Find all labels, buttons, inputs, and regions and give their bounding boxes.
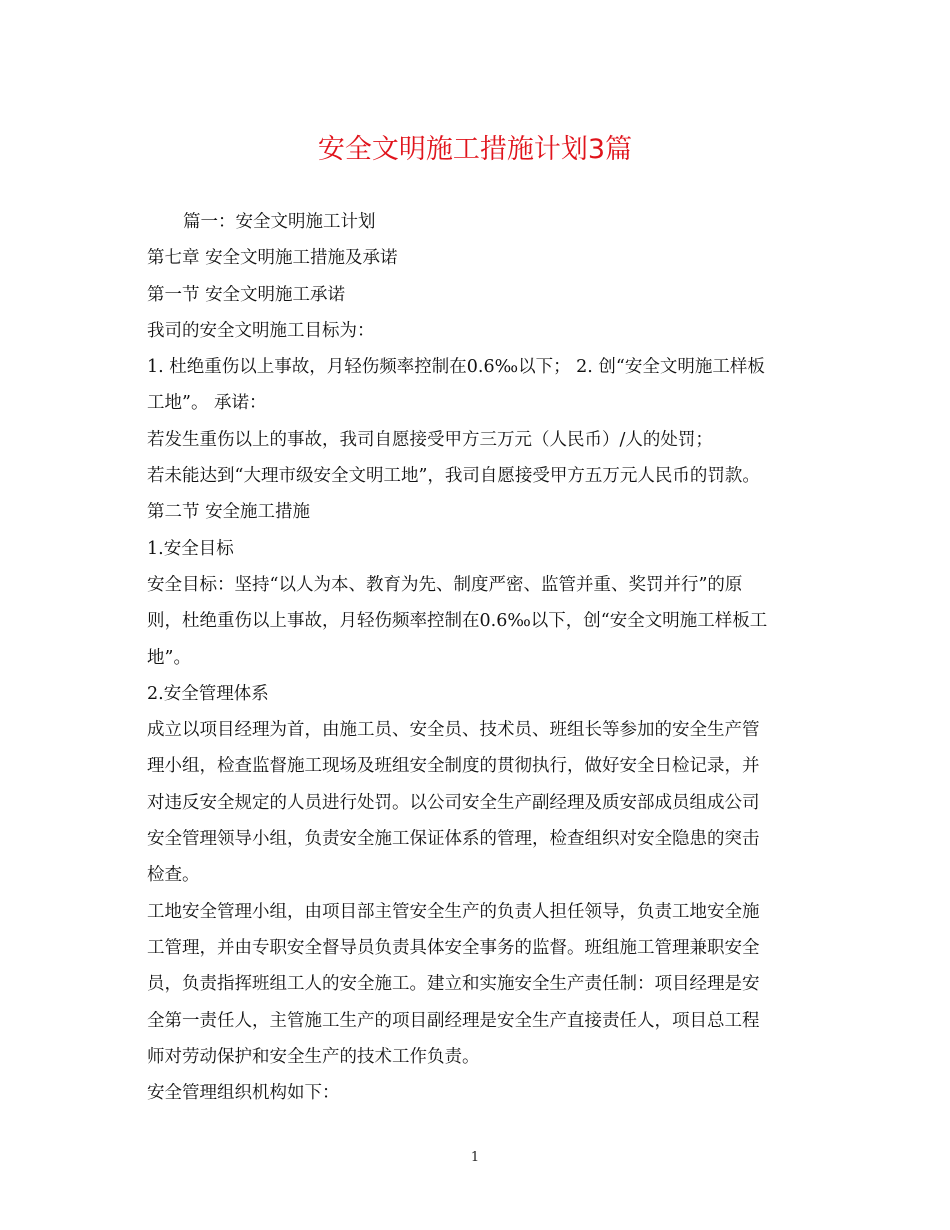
paragraph-line: 理小组，检查监督施工现场及班组安全制度的贯彻执行，做好安全日检记录，并 [147, 756, 760, 777]
subsection-heading: 1.安全目标 [147, 538, 234, 559]
paragraph-line: 若发生重伤以上的事故，我司自愿接受甲方三万元（人民币）/人的处罚； [147, 429, 713, 450]
subsection-heading: 2.安全管理体系 [147, 683, 269, 704]
section-heading: 第一节 安全文明施工承诺 [147, 284, 346, 305]
document-body [147, 204, 807, 1111]
paragraph-line: 若未能达到“大理市级安全文明工地”，我司自愿接受甲方五万元人民币的罚款。 [147, 466, 760, 487]
paragraph-line: 师对劳动保护和安全生产的技术工作负责。 [147, 1046, 480, 1067]
section-heading-part-one: 篇一：安全文明施工计划 [183, 212, 376, 232]
paragraph-line: 安全目标：坚持“以人为本、教育为先、制度严密、监管并重、奖罚并行”的原 [147, 574, 743, 595]
section-heading: 第二节 安全施工措施 [147, 502, 311, 523]
chapter-heading: 第七章 安全文明施工措施及承诺 [147, 248, 398, 269]
paragraph-line: 员，负责指挥班组工人的安全施工。建立和实施安全生产责任制：项目经理是安 [147, 974, 760, 995]
page-number: 1 [470, 1150, 480, 1165]
paragraph-line: 则，杜绝重伤以上事故，月轻伤频率控制在0.6‰以下，创“安全文明施工样板工 [147, 611, 768, 632]
paragraph-line: 安全管理领导小组，负责安全施工保证体系的管理，检查组织对安全隐患的突击 [147, 829, 760, 850]
paragraph-line: 全第一责任人，主管施工生产的项目副经理是安全生产直接责任人，项目总工程 [147, 1010, 760, 1031]
paragraph-line: 成立以项目经理为首，由施工员、安全员、技术员、班组长等参加的安全生产管 [147, 720, 760, 741]
document-title: 安全文明施工措施计划3篇 [317, 134, 633, 165]
paragraph-line: 1. 杜绝重伤以上事故，月轻伤频率控制在0.6‰以下； 2. 创“安全文明施工样板 [147, 357, 765, 378]
paragraph-line: 检查。 [147, 865, 200, 886]
paragraph-line: 地”。 [147, 647, 191, 668]
paragraph-line: 工地”。 承诺： [147, 393, 267, 414]
paragraph-line: 工地安全管理小组，由项目部主管安全生产的负责人担任领导，负责工地安全施 [147, 901, 760, 922]
paragraph-line: 对违反安全规定的人员进行处罚。以公司安全生产副经理及质安部成员组成公司 [147, 792, 760, 813]
paragraph-line: 安全管理组织机构如下： [147, 1083, 340, 1104]
paragraph-line: 我司的安全文明施工目标为： [147, 320, 375, 341]
paragraph-line: 工管理，并由专职安全督导员负责具体安全事务的监督。班组施工管理兼职安全 [147, 937, 760, 958]
